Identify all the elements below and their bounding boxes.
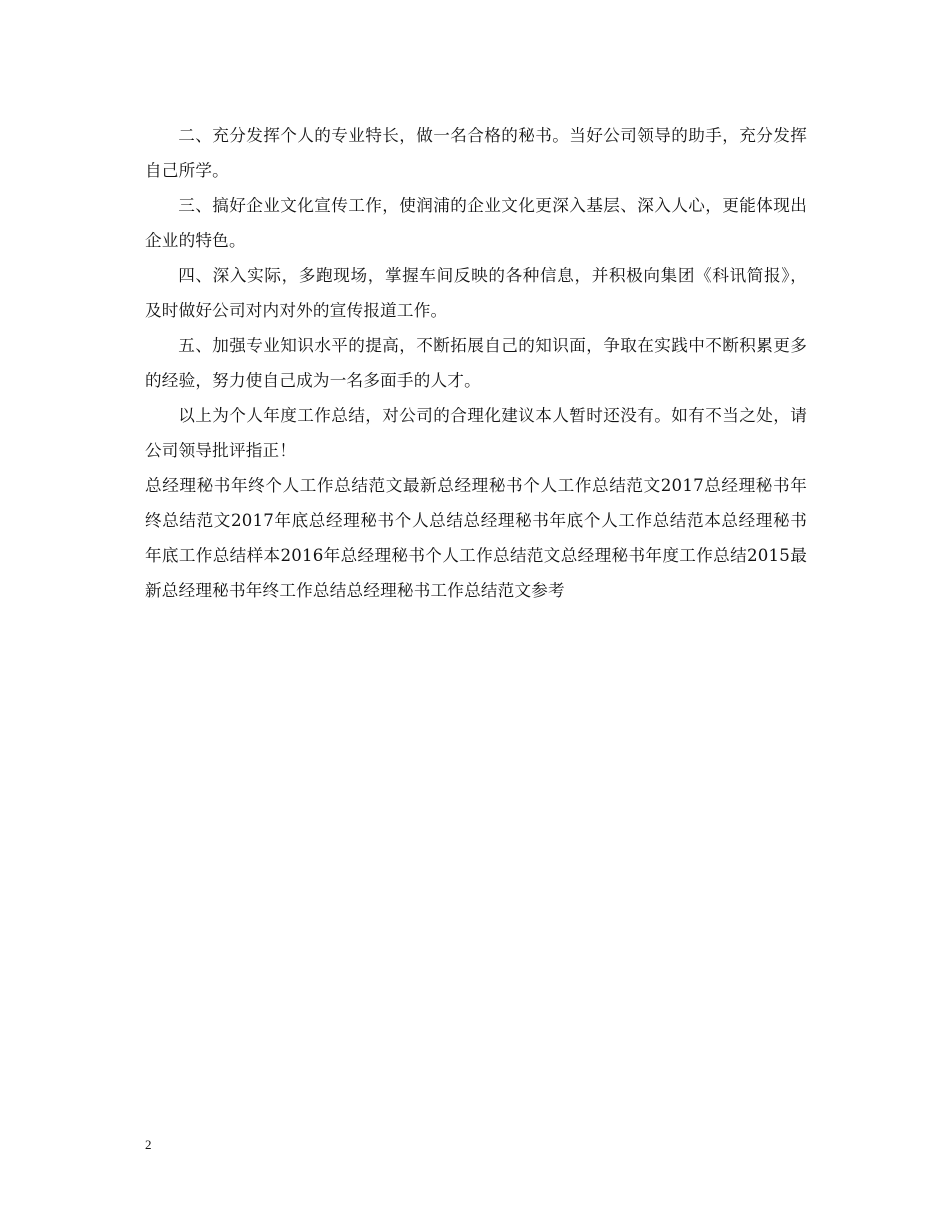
- paragraph-item-3: 三、搞好企业文化宣传工作，使润浦的企业文化更深入基层、深入人心，更能体现出企业的特色。: [145, 196, 807, 250]
- paragraph-item-2: 二、充分发挥个人的专业特长，做一名合格的秘书。当好公司领导的助手，充分发挥自己所学。: [145, 126, 807, 180]
- paragraph-item-5: 五、加强专业知识水平的提高，不断拓展自己的知识面，争取在实践中不断积累更多的经验，努力使自己成为一名多面手的人才。: [145, 336, 807, 390]
- related-titles-text: 总经理秘书年终个人工作总结范文最新总经理秘书个人工作总结范文2017总经理秘书年终总结范文2017年底总经理秘书个人总结总经理秘书年底个人工作总结范本总经理秘书年底工作总结样本2016年总经理秘书个人工作总结范文总经理秘书年度工作总结2015最新总经理秘书年终工作总结总经理秘书工作总结范文参考: [145, 476, 807, 600]
- document-body: [145, 118, 807, 608]
- closing-paragraph: 以上为个人年度工作总结，对公司的合理化建议本人暂时还没有。如有不当之处，请公司领导批评指正！: [145, 406, 807, 460]
- page-number: 2: [145, 1137, 152, 1152]
- paragraph-item-4: 四、深入实际，多跑现场，掌握车间反映的各种信息，并积极向集团《科讯简报》，及时做好公司对内对外的宣传报道工作。: [145, 266, 807, 320]
